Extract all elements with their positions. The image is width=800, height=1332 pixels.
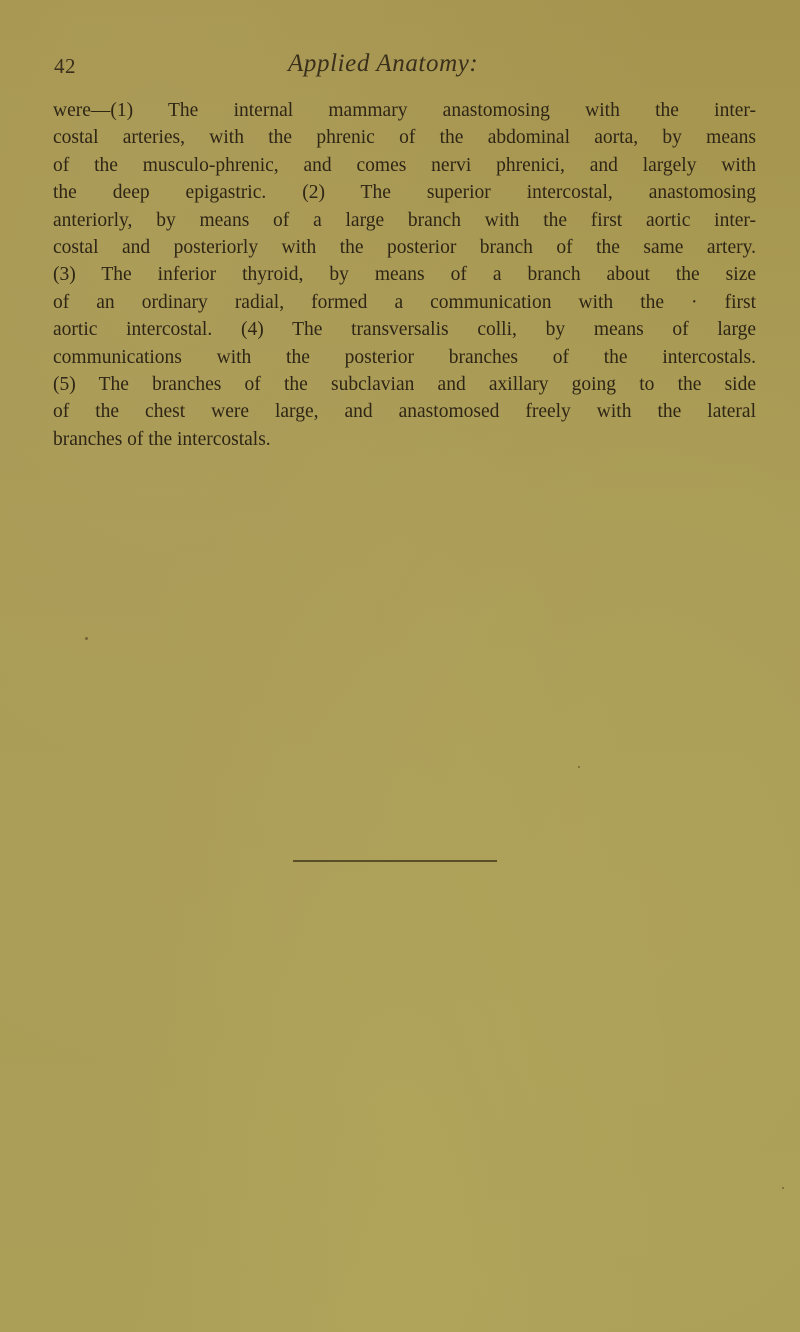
text-line: communications with the posterior branches of the intercostals.: [53, 346, 756, 368]
paper-speck: [85, 637, 88, 640]
running-head: [54, 48, 754, 88]
text-line: of the chest were large, and anastomosed freely with the lateral: [53, 401, 756, 423]
text-line: the deep epigastric. (2) The superior intercostal, anastomosing: [53, 182, 756, 204]
text-line: were—(1) The internal mammary anastomosing with the inter-: [53, 100, 756, 121]
text-line: aortic intercostal. (4) The transversalis colli, by means of large: [53, 319, 756, 341]
text-line: of the musculo-phrenic, and comes nervi phrenici, and largely with: [53, 154, 756, 176]
paper-speck: [782, 1187, 784, 1189]
paper-speck: [578, 766, 580, 768]
text-line: costal and posteriorly with the posterior branch of the same artery.: [53, 236, 756, 258]
page-number: 42: [54, 54, 76, 78]
text-line: costal arteries, with the phrenic of the abdominal aorta, by means: [53, 127, 756, 149]
text-line: (3) The inferior thyroid, by means of a branch about the size: [53, 264, 756, 286]
section-divider-rule: [293, 860, 497, 862]
text-line: (5) The branches of the subclavian and axillary going to the side: [53, 373, 756, 395]
text-line: branches of the intercostals.: [53, 428, 271, 450]
body-paragraph: [53, 97, 756, 453]
text-line: of an ordinary radial, formed a communication with the · first: [53, 291, 756, 313]
running-title: Applied Anatomy:: [288, 50, 479, 77]
text-line: anteriorly, by means of a large branch with the first aortic inter-: [53, 209, 756, 231]
